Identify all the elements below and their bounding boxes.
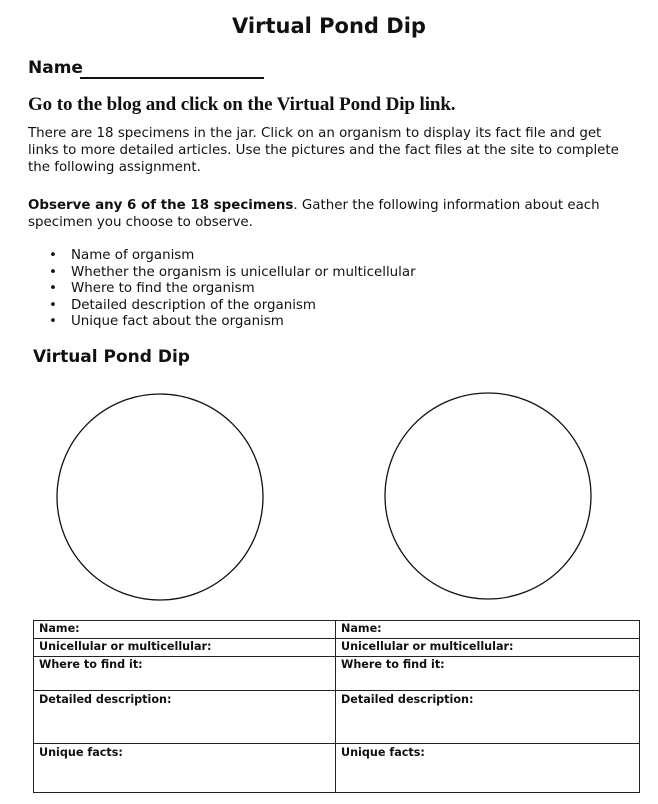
description-cell-left[interactable]: Detailed description: — [34, 691, 336, 744]
table-row — [34, 621, 640, 639]
drawing-circle-left[interactable] — [57, 394, 263, 600]
where-cell-right[interactable]: Where to find it: — [336, 657, 640, 691]
cellularity-cell-right[interactable]: Unicellular or multicellular: — [336, 639, 640, 657]
section-subtitle: Virtual Pond Dip — [33, 347, 190, 367]
intro-paragraph: There are 18 specimens in the jar. Click on an organism to display its fact file and get links to more detailed articles. Use the pictures and the fact files at the site to complete the following assignment. — [28, 126, 619, 175]
unique-cell-right[interactable]: Unique facts: — [336, 744, 640, 793]
observe-bold-text: Observe any 6 of the 18 specimens — [28, 198, 294, 213]
name-cell-right[interactable]: Name: — [336, 621, 640, 639]
observe-rest-text: . Gather the following information about each specimen you choose to observe. — [28, 198, 600, 230]
drawing-circle-right[interactable] — [385, 393, 591, 599]
table-row — [34, 691, 640, 744]
table-row — [34, 744, 640, 793]
list-item: • Detailed description of the organism — [30, 298, 416, 315]
list-item: • Where to find the organism — [30, 281, 416, 298]
list-item: • Whether the organism is unicellular or multicellular — [30, 265, 416, 282]
description-cell-right[interactable]: Detailed description: — [336, 691, 640, 744]
where-cell-left[interactable]: Where to find it: — [34, 657, 336, 691]
page-title: Virtual Pond Dip — [232, 14, 426, 38]
name-cell-left[interactable]: Name: — [34, 621, 336, 639]
organism-info-table — [33, 620, 640, 793]
cellularity-cell-left[interactable]: Unicellular or multicellular: — [34, 639, 336, 657]
unique-cell-left[interactable]: Unique facts: — [34, 744, 336, 793]
list-item: • Unique fact about the organism — [30, 314, 416, 331]
instruction-heading: Go to the blog and click on the Virtual Pond Dip link. — [28, 94, 456, 115]
table-row — [34, 639, 640, 657]
name-label: Name — [28, 58, 83, 78]
list-item: • Name of organism — [30, 248, 416, 265]
table-row — [34, 657, 640, 691]
